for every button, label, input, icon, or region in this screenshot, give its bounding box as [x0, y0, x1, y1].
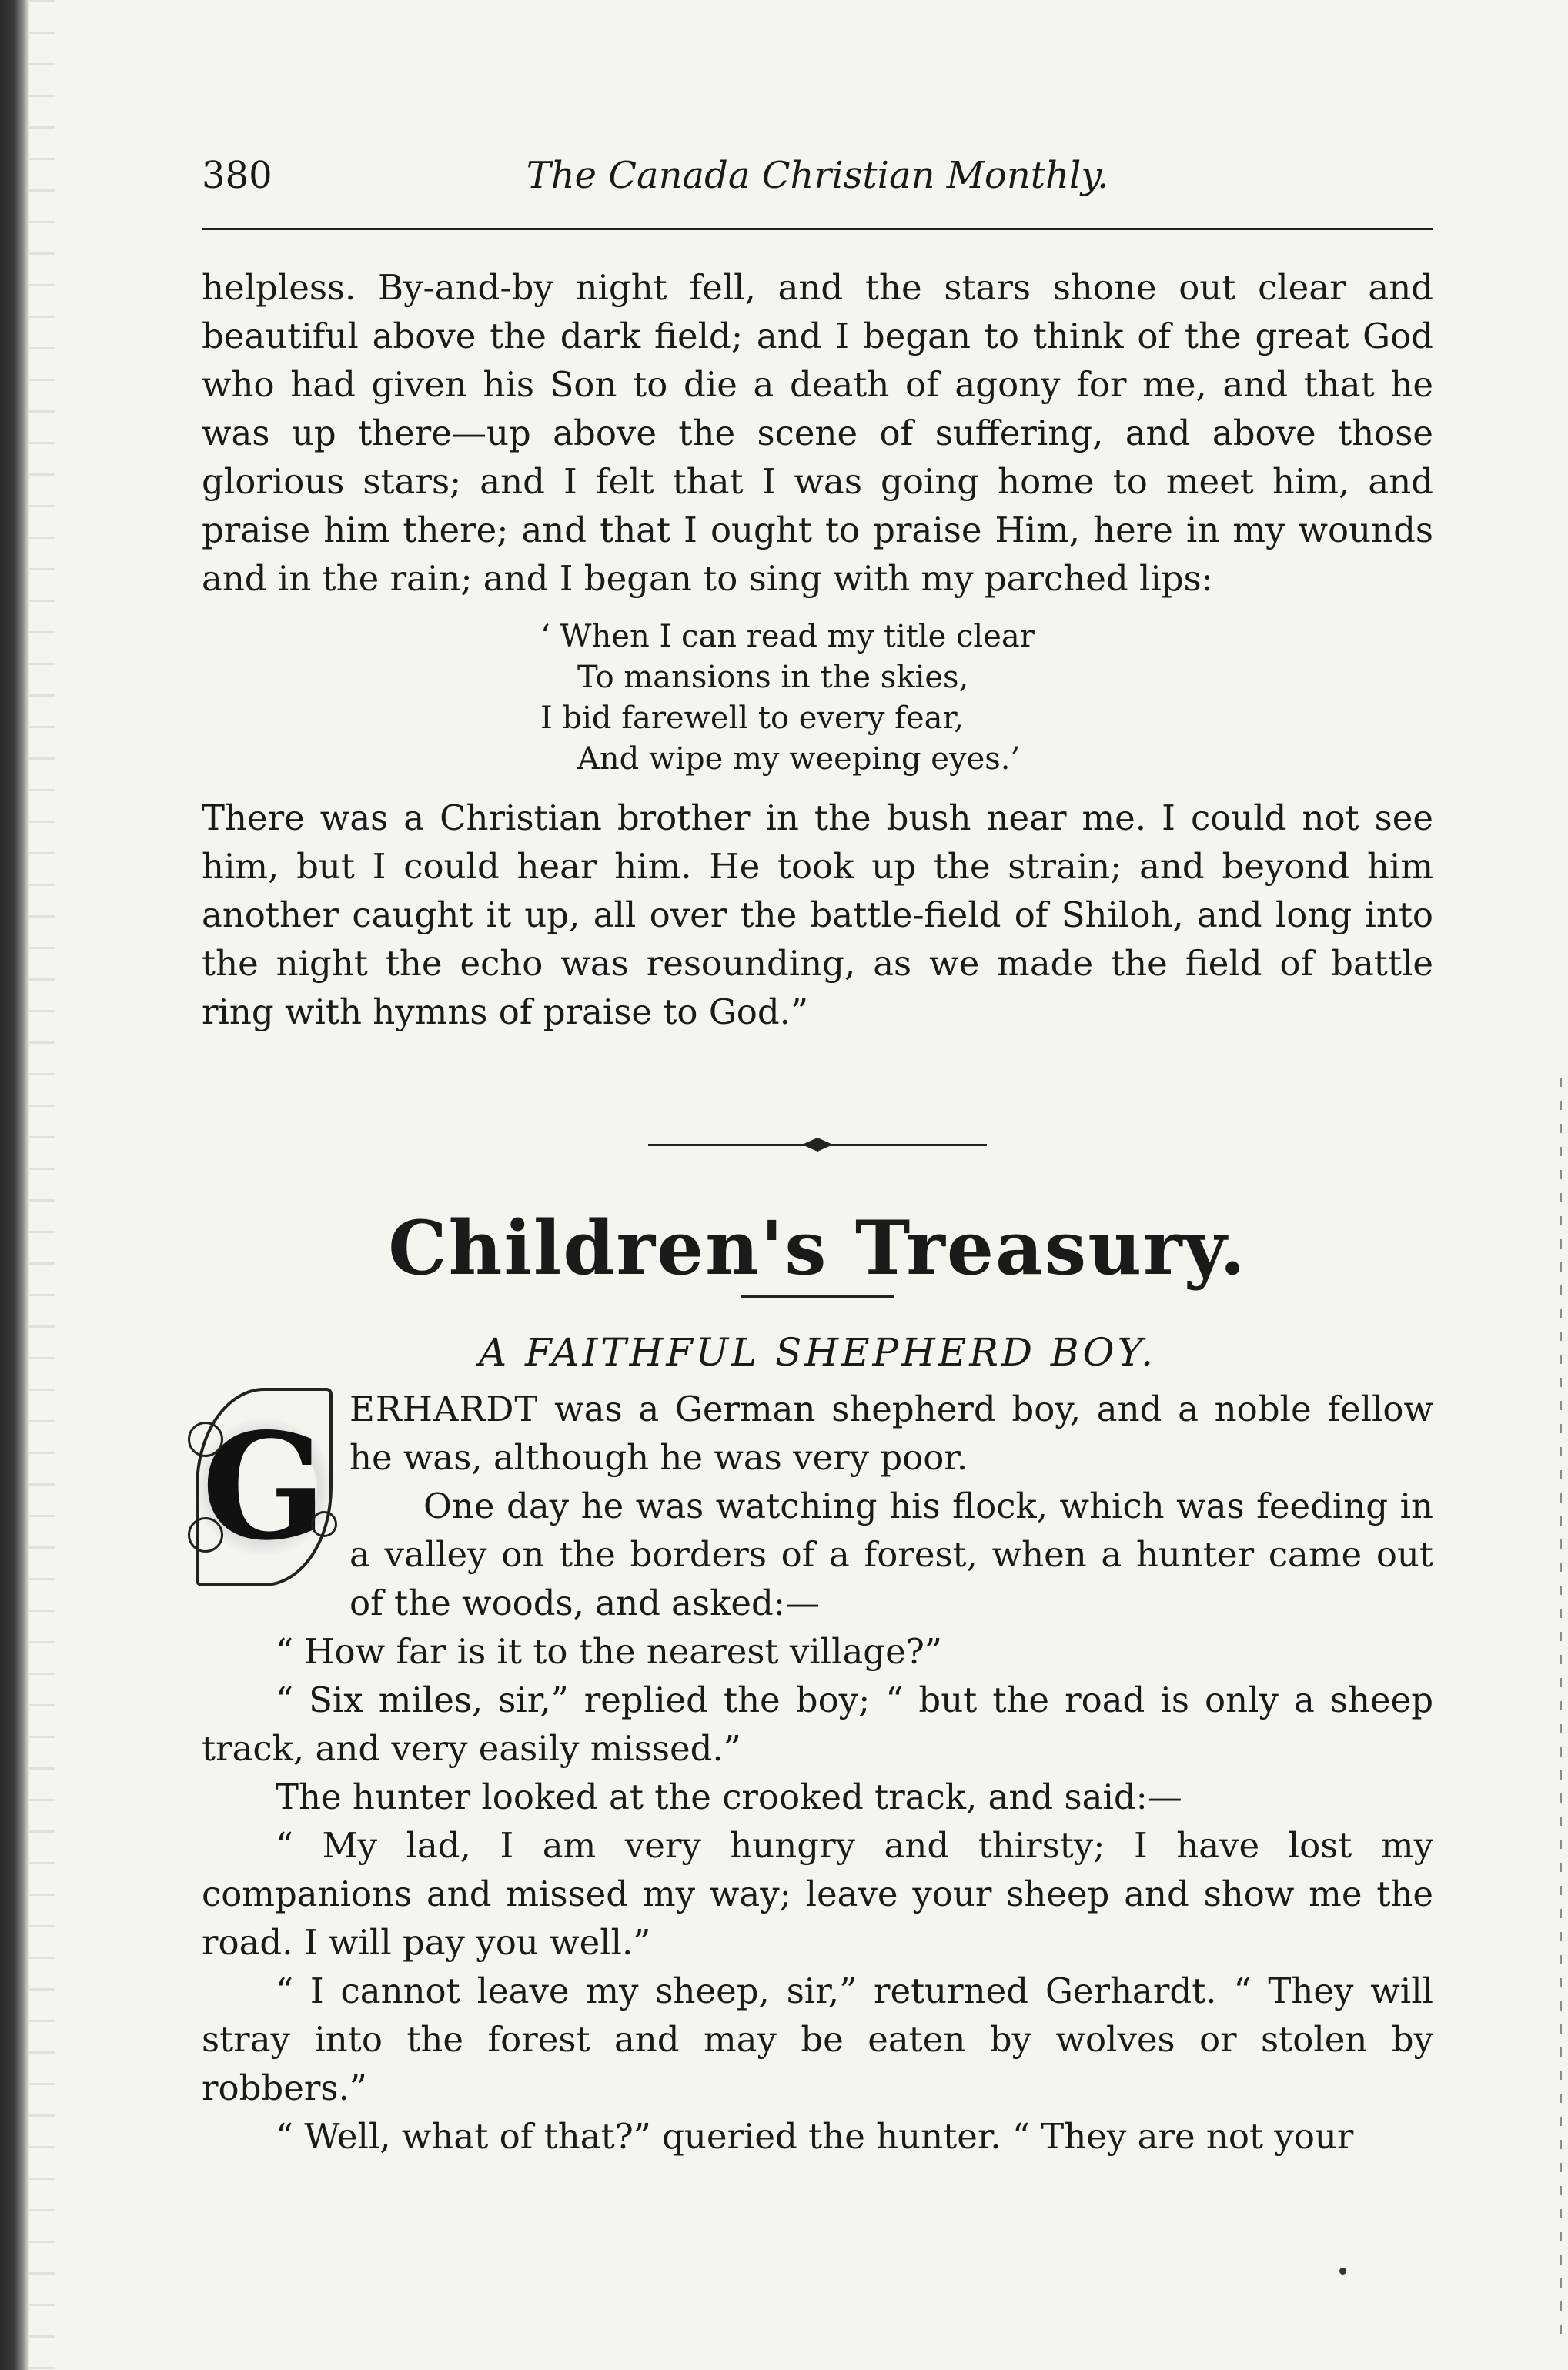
story-paragraph-8: “ Well, what of that?” queried the hunter. “ They are not your	[276, 2116, 1354, 2157]
story-paragraph-7: “ I cannot leave my sheep, sir,” returned Gerhardt. “ They will stray into the forest and may be eaten by wolves or stolen by robbers.”	[202, 1971, 1433, 2108]
section-divider	[648, 1136, 987, 1155]
paragraph-continued: helpless. By-and-by night fell, and the stars shone out clear and beautiful above the dark field; and I began to think of the great God who had given his Son to die a death of agony for me, and that he was up there—up above the scene of suffering, and above those glorious stars; and I felt that I was going home to meet him, and praise him there; and that I ought to praise Him, here in my wounds and in the rain; and I began to sing with my parched lips:	[202, 267, 1433, 599]
dropcap-ornament	[188, 1422, 223, 1457]
dropcap-ornament	[311, 1511, 337, 1537]
hymn-quote	[540, 617, 1433, 780]
page-header	[202, 154, 1433, 200]
hymn-line-2: To mansions in the skies,	[577, 660, 969, 695]
story-opening-rest: was a German shepherd boy, and a noble fellow he was, although he was very poor.	[349, 1389, 1433, 1478]
story-paragraph-1	[202, 1385, 1433, 1482]
book-binding-edge	[0, 0, 29, 2370]
dropcap-ornament	[188, 1517, 223, 1553]
article-body	[202, 263, 1433, 2161]
running-title: The Canada Christian Monthly.	[526, 154, 1109, 197]
ink-speck	[1339, 2268, 1346, 2275]
hymn-line-3: I bid farewell to every fear,	[540, 700, 964, 736]
divider-ornament	[802, 1138, 833, 1152]
story-paragraph-2: One day he was watching his flock, which was feeding in a valley on the borders of a forest, when a hunter came out of the woods, and asked:—	[349, 1486, 1433, 1623]
story-paragraph-5: The hunter looked at the crooked track, and said:—	[276, 1777, 1182, 1817]
hymn-line-1: ‘ When I can read my title clear	[540, 619, 1035, 654]
hymn-line-4: And wipe my weeping eyes.’	[577, 741, 1021, 777]
story-opening-word: ERHARDT	[349, 1389, 539, 1429]
section-title: Children's Treasury.	[388, 1205, 1247, 1292]
ornamental-dropcap	[196, 1388, 333, 1586]
story-title: A FAITHFUL SHEPHERD BOY.	[479, 1330, 1156, 1375]
dropcap-letter: G	[201, 1401, 327, 1573]
story-body	[202, 1385, 1433, 2161]
page-edge-marks	[1560, 1078, 1562, 2348]
story-paragraph-3: “ How far is it to the nearest village?”	[276, 1631, 942, 1672]
header-rule	[202, 228, 1433, 230]
page-number: 380	[202, 154, 272, 197]
scan-shadow	[29, 0, 55, 2370]
story-paragraph-4: “ Six miles, sir,” replied the boy; “ but the road is only a sheep track, and very easily missed.”	[202, 1680, 1433, 1769]
book-page	[202, 0, 1441, 2370]
paragraph-shiloh: There was a Christian brother in the bush near me. I could not see him, but I could hear him. He took up the strain; and beyond him another caught it up, all over the battle-field of Shiloh, and long into the night the echo was resounding, as we made the field of battle ring with hymns of praise to God.”	[202, 797, 1433, 1032]
story-paragraph-6: “ My lad, I am very hungry and thirsty; I have lost my companions and missed my way; leave your sheep and show me the road. I will pay you well.”	[202, 1825, 1433, 1963]
title-rule	[741, 1295, 894, 1298]
